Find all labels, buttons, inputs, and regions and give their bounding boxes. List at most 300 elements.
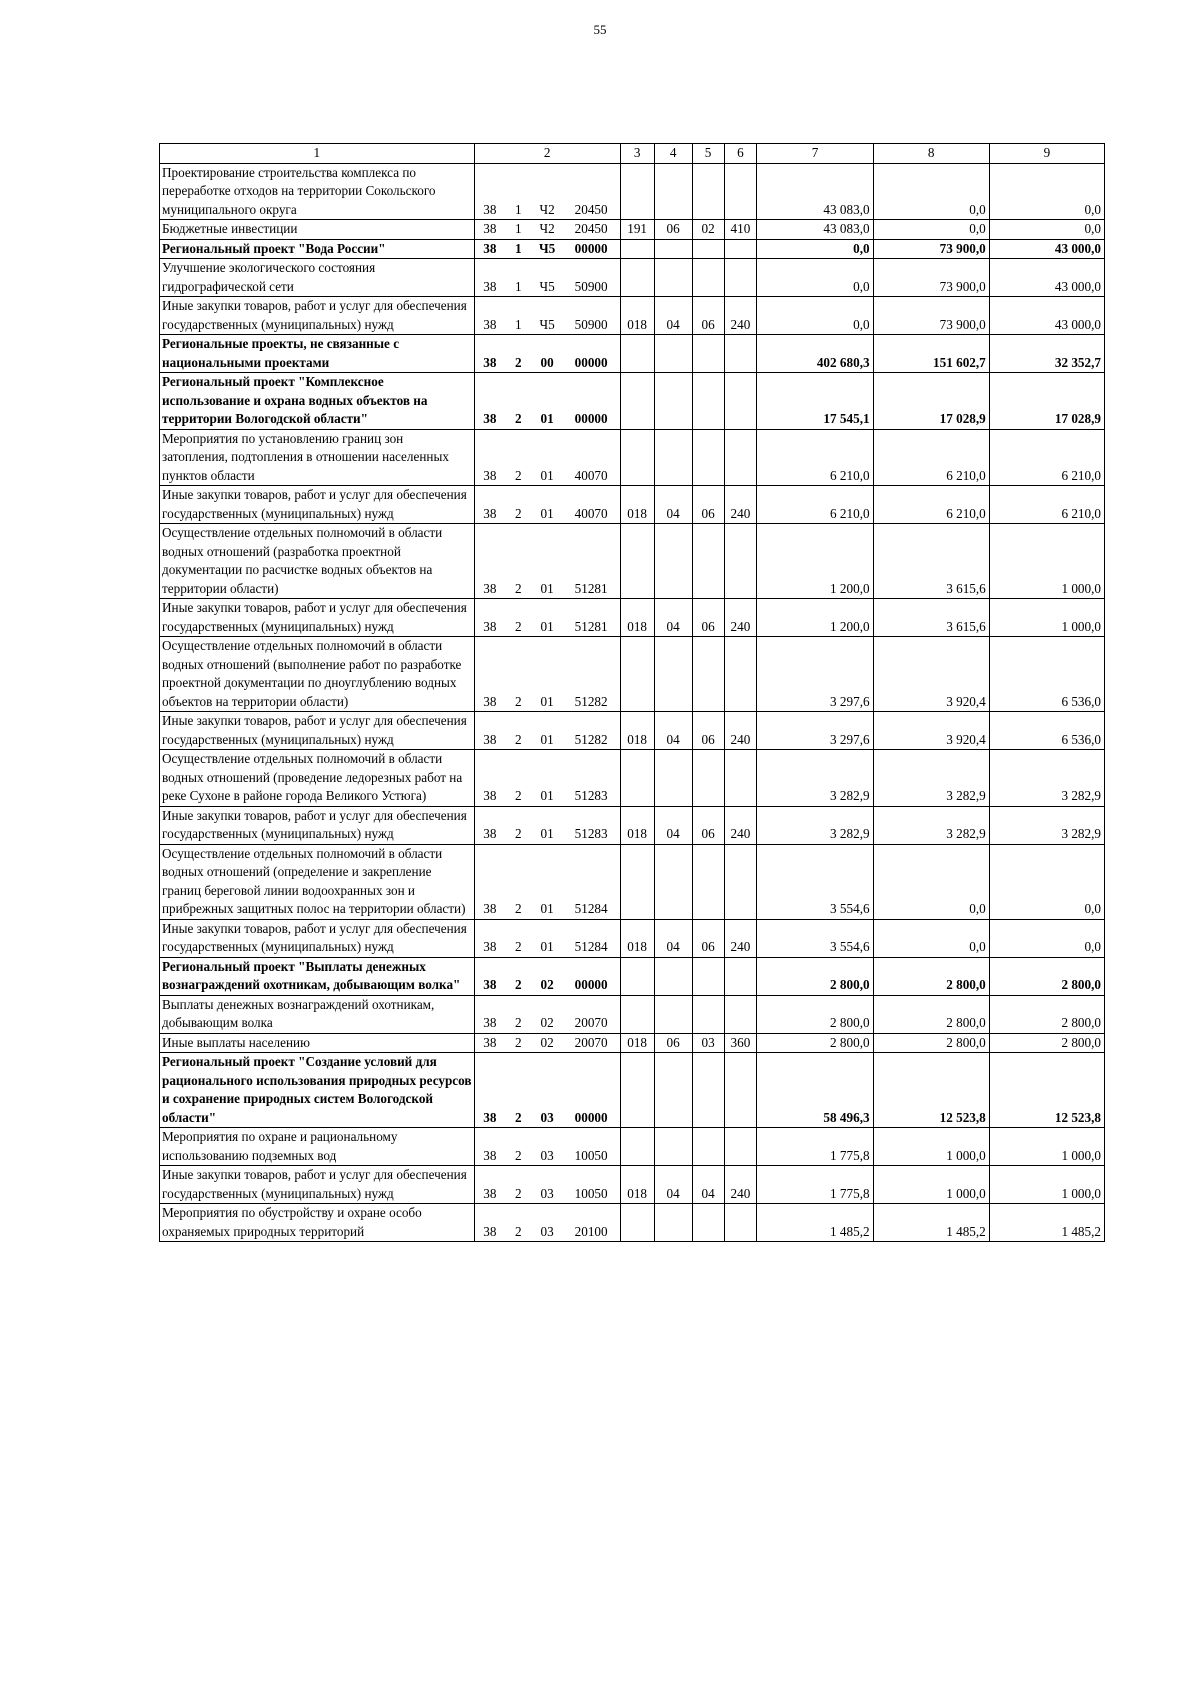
amount-col-9: 6 536,0: [989, 637, 1104, 712]
cell-col-3: [620, 524, 654, 599]
code-part-3: 00: [532, 335, 563, 373]
table-row: [160, 750, 1105, 807]
cell-col-4: 04: [654, 1166, 692, 1204]
cell-col-3: [620, 429, 654, 486]
table-body: [160, 144, 1105, 1242]
cell-col-3: 018: [620, 919, 654, 957]
amount-col-8: 2 800,0: [873, 995, 989, 1033]
cell-col-6: 240: [724, 297, 757, 335]
cell-col-5: 06: [692, 712, 724, 750]
cell-col-6: 240: [724, 712, 757, 750]
cell-col-4: [654, 637, 692, 712]
code-part-2: 2: [505, 712, 532, 750]
amount-col-8: 12 523,8: [873, 1053, 989, 1128]
amount-col-9: 2 800,0: [989, 957, 1104, 995]
amount-col-9: 1 000,0: [989, 1128, 1104, 1166]
cell-col-4: [654, 957, 692, 995]
code-part-1: 38: [474, 957, 505, 995]
cell-col-4: 04: [654, 486, 692, 524]
amount-col-9: 43 000,0: [989, 297, 1104, 335]
code-part-2: 2: [505, 1053, 532, 1128]
amount-col-8: 73 900,0: [873, 297, 989, 335]
code-part-2: 2: [505, 1204, 532, 1242]
code-part-4: 00000: [563, 335, 621, 373]
amount-col-9: 12 523,8: [989, 1053, 1104, 1128]
cell-col-3: 191: [620, 220, 654, 240]
code-part-2: 1: [505, 220, 532, 240]
cell-col-4: [654, 335, 692, 373]
code-part-1: 38: [474, 524, 505, 599]
amount-col-7: 6 210,0: [757, 486, 873, 524]
page-number: 55: [593, 22, 607, 37]
amount-col-7: 3 297,6: [757, 712, 873, 750]
table-row: [160, 844, 1105, 919]
code-part-3: 01: [532, 373, 563, 430]
code-part-4: 20450: [563, 220, 621, 240]
row-name: Осуществление отдельных полномочий в области водных отношений (выполнение работ по разработке проектной документации по дноуглублению водных объектов на территории области): [160, 637, 475, 712]
amount-col-8: 2 800,0: [873, 957, 989, 995]
code-part-1: 38: [474, 335, 505, 373]
code-part-4: 00000: [563, 1053, 621, 1128]
table-row: [160, 220, 1105, 240]
amount-col-7: 1 485,2: [757, 1204, 873, 1242]
cell-col-4: [654, 995, 692, 1033]
amount-col-8: 0,0: [873, 844, 989, 919]
code-part-4: 20070: [563, 1033, 621, 1053]
amount-col-7: 1 200,0: [757, 599, 873, 637]
cell-col-4: [654, 163, 692, 220]
header-cell-7: 7: [757, 144, 873, 164]
table-row: [160, 806, 1105, 844]
code-part-4: 20070: [563, 995, 621, 1033]
cell-col-3: [620, 1204, 654, 1242]
cell-col-5: 02: [692, 220, 724, 240]
cell-col-5: 06: [692, 297, 724, 335]
code-part-2: 1: [505, 259, 532, 297]
amount-col-7: 0,0: [757, 297, 873, 335]
cell-col-5: [692, 637, 724, 712]
cell-col-6: 240: [724, 599, 757, 637]
code-part-1: 38: [474, 429, 505, 486]
row-name: Осуществление отдельных полномочий в области водных отношений (проведение ледорезных работ на реке Сухоне в районе города Великого Устюга): [160, 750, 475, 807]
header-cell-5: 5: [692, 144, 724, 164]
amount-col-8: 17 028,9: [873, 373, 989, 430]
cell-col-6: [724, 524, 757, 599]
code-part-3: 01: [532, 486, 563, 524]
amount-col-7: 58 496,3: [757, 1053, 873, 1128]
budget-table: [159, 143, 1105, 1242]
code-part-2: 2: [505, 919, 532, 957]
code-part-1: 38: [474, 919, 505, 957]
cell-col-3: [620, 957, 654, 995]
cell-col-6: [724, 844, 757, 919]
cell-col-5: [692, 750, 724, 807]
code-part-4: 10050: [563, 1128, 621, 1166]
amount-col-9: 6 210,0: [989, 429, 1104, 486]
table-row: [160, 1166, 1105, 1204]
amount-col-8: 0,0: [873, 919, 989, 957]
amount-col-7: 2 800,0: [757, 957, 873, 995]
amount-col-7: 1 200,0: [757, 524, 873, 599]
amount-col-9: 6 210,0: [989, 486, 1104, 524]
amount-col-8: 3 615,6: [873, 524, 989, 599]
cell-col-4: 06: [654, 220, 692, 240]
row-name: Иные закупки товаров, работ и услуг для обеспечения государственных (муниципальных) нужд: [160, 712, 475, 750]
amount-col-8: 3 920,4: [873, 712, 989, 750]
row-name: Иные закупки товаров, работ и услуг для обеспечения государственных (муниципальных) нужд: [160, 599, 475, 637]
cell-col-4: [654, 750, 692, 807]
cell-col-5: [692, 259, 724, 297]
cell-col-6: [724, 239, 757, 259]
amount-col-9: 6 536,0: [989, 712, 1104, 750]
amount-col-8: 1 000,0: [873, 1166, 989, 1204]
cell-col-6: [724, 750, 757, 807]
row-name: Иные закупки товаров, работ и услуг для обеспечения государственных (муниципальных) нужд: [160, 806, 475, 844]
code-part-3: 01: [532, 750, 563, 807]
cell-col-4: 04: [654, 919, 692, 957]
amount-col-9: 43 000,0: [989, 259, 1104, 297]
amount-col-9: 0,0: [989, 163, 1104, 220]
code-part-2: 2: [505, 806, 532, 844]
table-row: [160, 1033, 1105, 1053]
code-part-4: 00000: [563, 239, 621, 259]
cell-col-4: 04: [654, 599, 692, 637]
amount-col-9: 1 485,2: [989, 1204, 1104, 1242]
cell-col-3: [620, 1053, 654, 1128]
code-part-3: 01: [532, 844, 563, 919]
table-row: [160, 163, 1105, 220]
code-part-1: 38: [474, 373, 505, 430]
cell-col-3: [620, 373, 654, 430]
cell-col-6: [724, 1204, 757, 1242]
code-part-4: 50900: [563, 297, 621, 335]
header-cell-2: 2: [474, 144, 620, 164]
code-part-1: 38: [474, 844, 505, 919]
cell-col-3: [620, 995, 654, 1033]
code-part-1: 38: [474, 1204, 505, 1242]
amount-col-9: 17 028,9: [989, 373, 1104, 430]
amount-col-7: 1 775,8: [757, 1128, 873, 1166]
code-part-1: 38: [474, 486, 505, 524]
header-cell-9: 9: [989, 144, 1104, 164]
code-part-3: 03: [532, 1166, 563, 1204]
code-part-3: 01: [532, 429, 563, 486]
cell-col-5: 04: [692, 1166, 724, 1204]
code-part-2: 2: [505, 429, 532, 486]
code-part-3: 01: [532, 712, 563, 750]
cell-col-3: 018: [620, 806, 654, 844]
cell-col-3: [620, 1128, 654, 1166]
amount-col-7: 402 680,3: [757, 335, 873, 373]
code-part-4: 51283: [563, 806, 621, 844]
amount-col-9: 0,0: [989, 919, 1104, 957]
code-part-2: 2: [505, 957, 532, 995]
table-row: [160, 637, 1105, 712]
code-part-2: 2: [505, 1033, 532, 1053]
cell-col-3: [620, 637, 654, 712]
amount-col-9: 1 000,0: [989, 1166, 1104, 1204]
header-cell-6: 6: [724, 144, 757, 164]
cell-col-3: 018: [620, 1033, 654, 1053]
amount-col-9: 3 282,9: [989, 806, 1104, 844]
code-part-2: 2: [505, 637, 532, 712]
cell-col-5: 06: [692, 919, 724, 957]
header-cell-3: 3: [620, 144, 654, 164]
cell-col-5: [692, 163, 724, 220]
cell-col-4: [654, 1128, 692, 1166]
cell-col-6: [724, 1128, 757, 1166]
code-part-3: 03: [532, 1053, 563, 1128]
code-part-2: 2: [505, 844, 532, 919]
amount-col-9: 1 000,0: [989, 599, 1104, 637]
row-name: Осуществление отдельных полномочий в области водных отношений (определение и закрепление границ береговой линии водоохранных зон и прибрежных защитных полос на территории области): [160, 844, 475, 919]
table-row: [160, 919, 1105, 957]
code-part-4: 51284: [563, 844, 621, 919]
table-row: [160, 524, 1105, 599]
cell-col-4: [654, 844, 692, 919]
code-part-1: 38: [474, 163, 505, 220]
code-part-2: 2: [505, 599, 532, 637]
code-part-1: 38: [474, 599, 505, 637]
code-part-3: Ч2: [532, 163, 563, 220]
row-name: Мероприятия по обустройству и охране особо охраняемых природных территорий: [160, 1204, 475, 1242]
cell-col-5: [692, 429, 724, 486]
table-row: [160, 712, 1105, 750]
table-row: [160, 599, 1105, 637]
row-name: Иные закупки товаров, работ и услуг для обеспечения государственных (муниципальных) нужд: [160, 919, 475, 957]
code-part-4: 51282: [563, 712, 621, 750]
amount-col-8: 3 615,6: [873, 599, 989, 637]
amount-col-9: 2 800,0: [989, 1033, 1104, 1053]
cell-col-4: 06: [654, 1033, 692, 1053]
amount-col-9: 0,0: [989, 844, 1104, 919]
code-part-1: 38: [474, 806, 505, 844]
table-row: [160, 259, 1105, 297]
table-row: [160, 957, 1105, 995]
code-part-2: 1: [505, 163, 532, 220]
row-name: Мероприятия по установлению границ зон затопления, подтопления в отношении населенных пунктов области: [160, 429, 475, 486]
code-part-1: 38: [474, 1166, 505, 1204]
table-row: [160, 1204, 1105, 1242]
code-part-3: 01: [532, 524, 563, 599]
cell-col-6: [724, 259, 757, 297]
amount-col-8: 73 900,0: [873, 239, 989, 259]
code-part-2: 2: [505, 1166, 532, 1204]
row-name: Региональный проект "Создание условий для рационального использования природных ресурсов и сохранение природных систем Вологодской области": [160, 1053, 475, 1128]
amount-col-8: 3 920,4: [873, 637, 989, 712]
amount-col-9: 0,0: [989, 220, 1104, 240]
row-name: Выплаты денежных вознаграждений охотникам, добывающим волка: [160, 995, 475, 1033]
code-part-4: 40070: [563, 429, 621, 486]
code-part-2: 2: [505, 335, 532, 373]
code-part-4: 51283: [563, 750, 621, 807]
cell-col-4: [654, 524, 692, 599]
code-part-3: 02: [532, 1033, 563, 1053]
row-name: Иные закупки товаров, работ и услуг для обеспечения государственных (муниципальных) нужд: [160, 297, 475, 335]
table-row: [160, 297, 1105, 335]
table-row: [160, 373, 1105, 430]
code-part-4: 00000: [563, 373, 621, 430]
cell-col-5: 06: [692, 486, 724, 524]
code-part-4: 50900: [563, 259, 621, 297]
cell-col-4: 04: [654, 806, 692, 844]
code-part-1: 38: [474, 750, 505, 807]
code-part-4: 51284: [563, 919, 621, 957]
code-part-1: 38: [474, 297, 505, 335]
code-part-2: 1: [505, 239, 532, 259]
table-row: [160, 995, 1105, 1033]
amount-col-8: 6 210,0: [873, 486, 989, 524]
row-name: Улучшение экологического состояния гидрографической сети: [160, 259, 475, 297]
amount-col-7: 2 800,0: [757, 1033, 873, 1053]
cell-col-4: [654, 429, 692, 486]
code-part-3: 01: [532, 637, 563, 712]
amount-col-7: 0,0: [757, 239, 873, 259]
cell-col-6: 240: [724, 1166, 757, 1204]
code-part-4: 51281: [563, 524, 621, 599]
cell-col-5: 06: [692, 599, 724, 637]
table-row: [160, 1128, 1105, 1166]
code-part-3: 03: [532, 1204, 563, 1242]
code-part-3: Ч5: [532, 259, 563, 297]
cell-col-5: 03: [692, 1033, 724, 1053]
amount-col-8: 0,0: [873, 220, 989, 240]
code-part-2: 2: [505, 486, 532, 524]
cell-col-4: 04: [654, 297, 692, 335]
cell-col-3: [620, 239, 654, 259]
row-name: Осуществление отдельных полномочий в области водных отношений (разработка проектной документации по расчистке водных объектов на территории области): [160, 524, 475, 599]
cell-col-3: [620, 844, 654, 919]
cell-col-3: 018: [620, 486, 654, 524]
header-cell-8: 8: [873, 144, 989, 164]
cell-col-6: [724, 335, 757, 373]
cell-col-3: 018: [620, 712, 654, 750]
cell-col-5: 06: [692, 806, 724, 844]
amount-col-7: 0,0: [757, 259, 873, 297]
header-cell-4: 4: [654, 144, 692, 164]
code-part-3: Ч5: [532, 239, 563, 259]
row-name: Региональные проекты, не связанные с национальными проектами: [160, 335, 475, 373]
code-part-4: 00000: [563, 957, 621, 995]
cell-col-3: 018: [620, 1166, 654, 1204]
row-name: Иные закупки товаров, работ и услуг для обеспечения государственных (муниципальных) нужд: [160, 486, 475, 524]
amount-col-8: 2 800,0: [873, 1033, 989, 1053]
cell-col-3: [620, 335, 654, 373]
amount-col-9: 32 352,7: [989, 335, 1104, 373]
code-part-1: 38: [474, 259, 505, 297]
header-row: [160, 144, 1105, 164]
table-row: [160, 335, 1105, 373]
code-part-4: 40070: [563, 486, 621, 524]
code-part-1: 38: [474, 1033, 505, 1053]
cell-col-3: 018: [620, 599, 654, 637]
code-part-2: 2: [505, 1128, 532, 1166]
cell-col-5: [692, 373, 724, 430]
cell-col-5: [692, 844, 724, 919]
code-part-2: 1: [505, 297, 532, 335]
row-name: Проектирование строительства комплекса по переработке отходов на территории Сокольского муниципального округа: [160, 163, 475, 220]
cell-col-6: [724, 429, 757, 486]
code-part-3: 01: [532, 919, 563, 957]
code-part-4: 20100: [563, 1204, 621, 1242]
amount-col-7: 2 800,0: [757, 995, 873, 1033]
cell-col-4: [654, 373, 692, 430]
amount-col-8: 1 000,0: [873, 1128, 989, 1166]
amount-col-8: 3 282,9: [873, 750, 989, 807]
code-part-2: 2: [505, 373, 532, 430]
code-part-3: 02: [532, 957, 563, 995]
amount-col-9: 2 800,0: [989, 995, 1104, 1033]
cell-col-6: [724, 995, 757, 1033]
cell-col-5: [692, 995, 724, 1033]
code-part-1: 38: [474, 712, 505, 750]
code-part-1: 38: [474, 1128, 505, 1166]
table-row: [160, 429, 1105, 486]
code-part-1: 38: [474, 1053, 505, 1128]
cell-col-4: [654, 1053, 692, 1128]
amount-col-7: 43 083,0: [757, 163, 873, 220]
row-name: Региональный проект "Комплексное использование и охрана водных объектов на территории Вологодской области": [160, 373, 475, 430]
cell-col-6: 240: [724, 486, 757, 524]
cell-col-6: [724, 637, 757, 712]
row-name: Бюджетные инвестиции: [160, 220, 475, 240]
cell-col-4: [654, 259, 692, 297]
table-row: [160, 486, 1105, 524]
cell-col-6: [724, 373, 757, 430]
amount-col-8: 1 485,2: [873, 1204, 989, 1242]
row-name: Иные закупки товаров, работ и услуг для обеспечения государственных (муниципальных) нужд: [160, 1166, 475, 1204]
table-row: [160, 1053, 1105, 1128]
code-part-3: 01: [532, 599, 563, 637]
amount-col-8: 0,0: [873, 163, 989, 220]
code-part-1: 38: [474, 220, 505, 240]
cell-col-6: [724, 1053, 757, 1128]
cell-col-5: [692, 1128, 724, 1166]
code-part-3: Ч2: [532, 220, 563, 240]
row-name: Мероприятия по охране и рациональному использованию подземных вод: [160, 1128, 475, 1166]
cell-col-5: [692, 1053, 724, 1128]
cell-col-5: [692, 524, 724, 599]
cell-col-6: [724, 163, 757, 220]
code-part-3: 01: [532, 806, 563, 844]
amount-col-7: 3 554,6: [757, 844, 873, 919]
cell-col-5: [692, 1204, 724, 1242]
code-part-4: 51282: [563, 637, 621, 712]
amount-col-7: 1 775,8: [757, 1166, 873, 1204]
code-part-3: 02: [532, 995, 563, 1033]
amount-col-7: 3 297,6: [757, 637, 873, 712]
amount-col-7: 17 545,1: [757, 373, 873, 430]
amount-col-8: 6 210,0: [873, 429, 989, 486]
cell-col-6: 410: [724, 220, 757, 240]
code-part-1: 38: [474, 239, 505, 259]
cell-col-3: [620, 750, 654, 807]
cell-col-4: [654, 1204, 692, 1242]
code-part-2: 2: [505, 524, 532, 599]
code-part-3: 03: [532, 1128, 563, 1166]
cell-col-5: [692, 335, 724, 373]
cell-col-6: 240: [724, 919, 757, 957]
code-part-4: 10050: [563, 1166, 621, 1204]
cell-col-4: [654, 239, 692, 259]
amount-col-7: 3 282,9: [757, 750, 873, 807]
amount-col-9: 3 282,9: [989, 750, 1104, 807]
amount-col-7: 3 554,6: [757, 919, 873, 957]
code-part-2: 2: [505, 995, 532, 1033]
code-part-1: 38: [474, 637, 505, 712]
amount-col-9: 43 000,0: [989, 239, 1104, 259]
header-cell-1: 1: [160, 144, 475, 164]
